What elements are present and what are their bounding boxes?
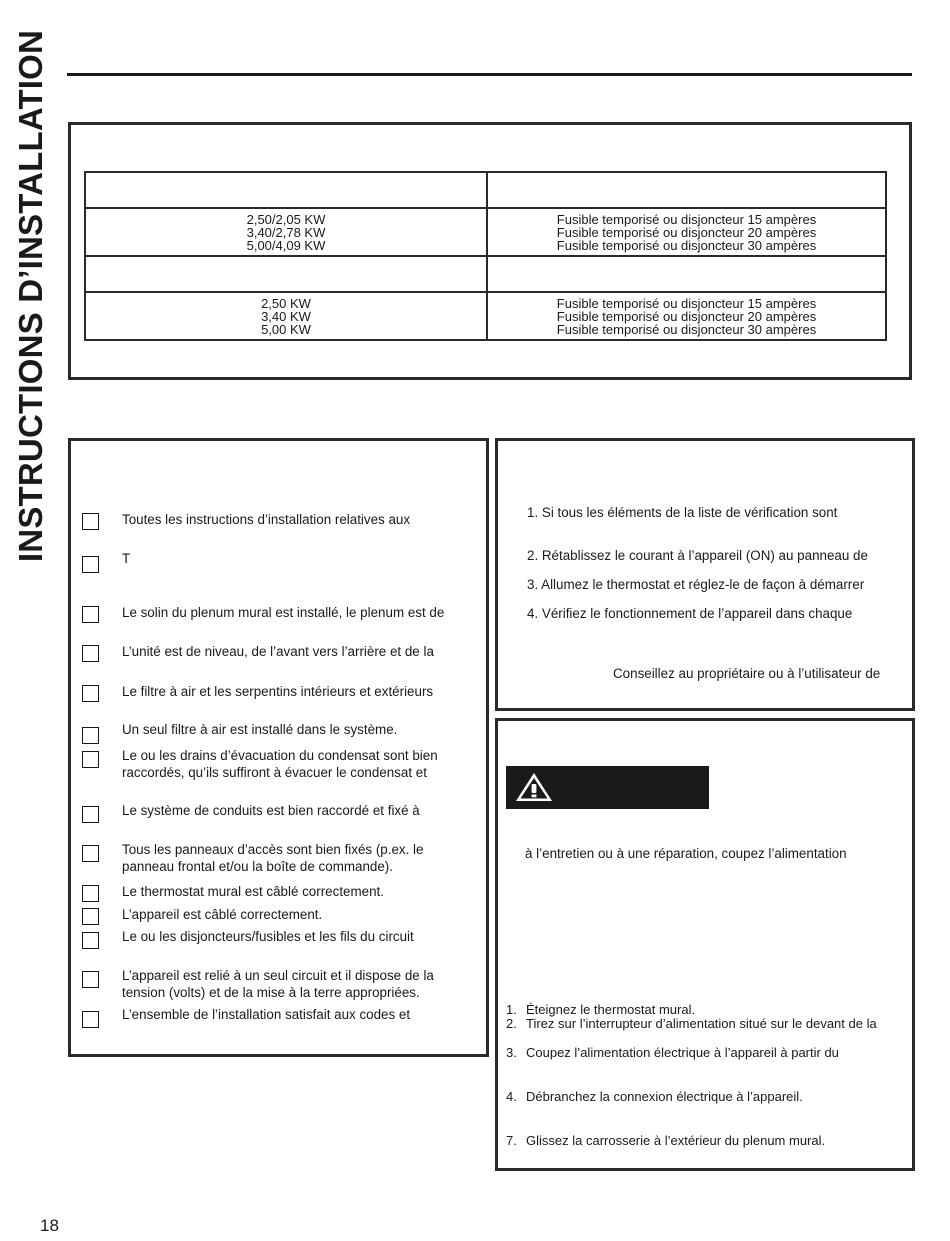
startup-step: 4. Vérifiez le fonctionnement de l’appareil dans chaque bbox=[527, 606, 853, 621]
table-header-cell bbox=[85, 172, 487, 208]
checklist-item-text: Toutes les instructions d’installation relatives aux bbox=[122, 512, 411, 527]
startup-step: 1. Si tous les éléments de la liste de vérification sont bbox=[527, 505, 838, 520]
checklist-checkbox[interactable] bbox=[82, 685, 99, 702]
checklist-checkbox[interactable] bbox=[82, 727, 99, 744]
startup-step: 2. Rétablissez le courant à l’appareil (ON) au panneau de bbox=[527, 548, 868, 563]
warning-triangle-icon bbox=[514, 771, 554, 803]
table-row bbox=[85, 208, 886, 256]
table-cell-protection: Fusible temporisé ou disjoncteur 15 ampères Fusible temporisé ou disjoncteur 20 ampères Fusible temporisé ou disjoncteur 30 ampères bbox=[487, 292, 886, 340]
checklist-checkbox[interactable] bbox=[82, 885, 99, 902]
advice-text: Conseillez au propriétaire ou à l’utilisateur de bbox=[613, 666, 881, 681]
top-rule bbox=[67, 73, 912, 76]
warning-text: à l’entretien ou à une réparation, coupez l’alimentation bbox=[525, 846, 847, 861]
checklist-item-text: L’unité est de niveau, de l’avant vers l’arrière et de la bbox=[122, 644, 434, 659]
side-title: INSTRUCTIONS D’INSTALLATION bbox=[12, 29, 49, 562]
table-header-cell bbox=[487, 256, 886, 292]
table-cell-protection: Fusible temporisé ou disjoncteur 15 ampères Fusible temporisé ou disjoncteur 20 ampères Fusible temporisé ou disjoncteur 30 ampères bbox=[487, 208, 886, 256]
checklist-checkbox[interactable] bbox=[82, 645, 99, 662]
warning-banner bbox=[506, 766, 709, 809]
checklist-checkbox[interactable] bbox=[82, 806, 99, 823]
startup-step: 3. Allumez le thermostat et réglez-le de façon à démarrer bbox=[527, 577, 865, 592]
table-cell-values: 2,50/2,05 KW 3,40/2,78 KW 5,00/4,09 KW bbox=[85, 208, 487, 256]
checklist-checkbox[interactable] bbox=[82, 971, 99, 988]
checklist-item-text: L’appareil est relié à un seul circuit et il dispose de la tension (volts) et de la mise à la terre appropriées. bbox=[122, 968, 434, 1000]
table-row bbox=[85, 292, 886, 340]
checklist-item-text: L’appareil est câblé correctement. bbox=[122, 907, 323, 922]
warning-step: 3. Coupez l’alimentation électrique à l’appareil à partir du bbox=[506, 1045, 839, 1060]
warning-step: 2. Tirez sur l’interrupteur d’alimentation situé sur le devant de la bbox=[506, 1016, 877, 1031]
checklist-item-text: Un seul filtre à air est installé dans le système. bbox=[122, 722, 398, 737]
checklist-item-text: Tous les panneaux d’accès sont bien fixés (p.ex. le panneau frontal et/ou la boîte de commande). bbox=[122, 842, 424, 874]
checklist-checkbox[interactable] bbox=[82, 556, 99, 573]
power-table bbox=[84, 171, 887, 341]
checklist-item-text: Le ou les drains d’évacuation du condensat sont bien raccordés, qu’ils suffiront à évacuer le condensat et bbox=[122, 748, 438, 780]
table-header-cell bbox=[487, 172, 886, 208]
checklist-checkbox[interactable] bbox=[82, 845, 99, 862]
checklist-checkbox[interactable] bbox=[82, 751, 99, 768]
warning-step: 4. Débranchez la connexion électrique à l’appareil. bbox=[506, 1089, 803, 1104]
checklist-item-text: Le système de conduits est bien raccordé et fixé à bbox=[122, 803, 420, 818]
checklist-checkbox[interactable] bbox=[82, 606, 99, 623]
table-cell-values: 2,50 KW 3,40 KW 5,00 KW bbox=[85, 292, 487, 340]
checklist-item-text: Le ou les disjoncteurs/fusibles et les fils du circuit bbox=[122, 929, 414, 944]
checklist-item-text: Le filtre à air et les serpentins intérieurs et extérieurs bbox=[122, 684, 434, 699]
checklist-checkbox[interactable] bbox=[82, 908, 99, 925]
checklist-item-text: Le thermostat mural est câblé correctement. bbox=[122, 884, 384, 899]
checklist-item-text: T bbox=[122, 551, 131, 566]
checklist-item-text: Le solin du plenum mural est installé, le plenum est de bbox=[122, 605, 445, 620]
checklist-checkbox[interactable] bbox=[82, 932, 99, 949]
checklist-item-text: L’ensemble de l’installation satisfait aux codes et bbox=[122, 1007, 411, 1022]
warning-step: 7. Glissez la carrosserie à l’extérieur du plenum mural. bbox=[506, 1133, 826, 1148]
warning-step: 1. Éteignez le thermostat mural. bbox=[506, 1002, 696, 1017]
page-number: 18 bbox=[40, 1216, 59, 1235]
table-header-cell bbox=[85, 256, 487, 292]
checklist-checkbox[interactable] bbox=[82, 513, 99, 530]
checklist-checkbox[interactable] bbox=[82, 1011, 99, 1028]
